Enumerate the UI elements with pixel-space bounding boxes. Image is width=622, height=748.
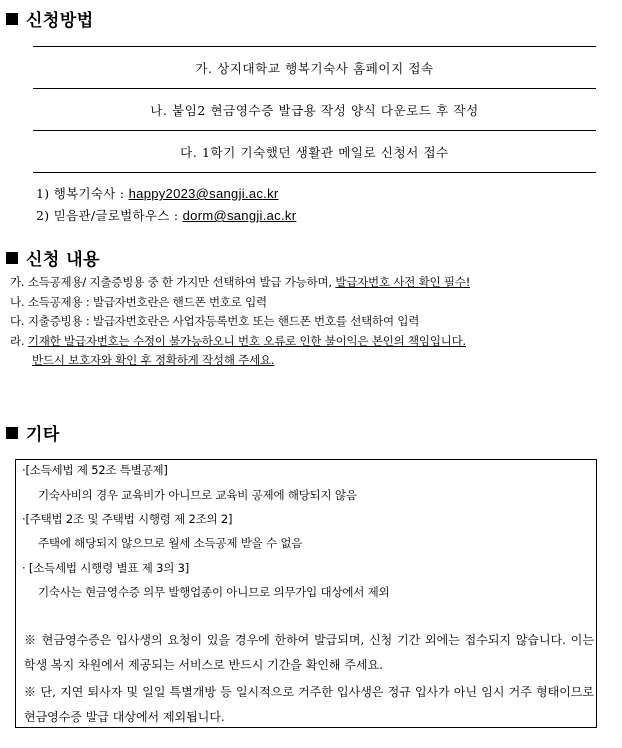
content-line-2: 나. 소득공제용 : 발급자번호란은 핸드폰 번호로 입력 <box>10 294 267 309</box>
contact-happy <box>36 184 279 202</box>
content-line-5-emphasis: 반드시 보호자와 확인 후 정확하게 작성해 주세요. <box>32 353 275 367</box>
content-list <box>10 273 610 371</box>
contact-happy-label: 1) 행복기숙사 : <box>36 186 129 201</box>
contact-dorm-email[interactable]: dorm@sangji.ac.kr <box>182 208 297 223</box>
method-section-title <box>6 6 94 31</box>
method-row-2: 나. 붙임2 현금영수증 발급용 작성 양식 다운로드 후 작성 <box>33 88 596 130</box>
method-title-text: 신청방법 <box>26 11 94 31</box>
etc-item3-title: · [소득세법 시행령 별표 제 3의 3] <box>22 561 189 575</box>
etc-item2-title: ·[주택법 2조 및 주택법 시행령 제 2조의 2] <box>22 512 233 526</box>
content-line-1 <box>10 273 610 293</box>
contact-dorm-label: 2) 믿음관/글로벌하우스 : <box>36 208 183 223</box>
etc-item1-title: ·[소득세법 제 52조 특별공제] <box>22 463 168 477</box>
etc-note-2: ※ 단, 지연 퇴사자 및 일일 특별개방 등 일시적으로 거주한 입사생은 정규 입사가 아닌 임시 거주 형태이므로 현금영수증 발급 대상에서 제외됩니다. <box>24 685 594 724</box>
etc-box <box>15 459 597 728</box>
square-bullet-icon <box>6 252 18 264</box>
etc-note-1: ※ 현금영수증은 입사생의 요청이 있을 경우에 한하여 발급되며, 신청 기간 외에는 접수되지 않습니다. 이는 학생 복지 차원에서 제공되는 서비스로 반드시 기간을 확인해 주세요. <box>24 633 594 672</box>
content-title-text: 신청 내용 <box>26 250 101 270</box>
content-line-4-prefix: 라. <box>10 333 28 348</box>
etc-item3-desc: 기숙사는 현금영수증 의무 발행업종이 아니므로 의무가입 대상에서 제외 <box>38 585 390 599</box>
content-line-1-text: 가. 소득공제용/ 지출증빙용 중 한 가지만 선택하여 발급 가능하며, <box>10 275 336 289</box>
contact-dorm <box>36 206 296 224</box>
content-line-3: 다. 지출증빙용 : 발급자번호란은 사업자등록번호 또는 핸드폰 번호를 선택하여 입력 <box>10 314 420 328</box>
content-line-5 <box>10 351 610 371</box>
method-table <box>33 46 596 173</box>
etc-item1-desc: 기숙사비의 경우 교육비가 아니므로 교육비 공제에 해당되지 않음 <box>38 488 357 502</box>
method-row-3: 다. 1학기 기숙했던 생활관 메일로 신청서 접수 <box>33 130 596 173</box>
etc-title-text: 기타 <box>26 425 60 445</box>
content-line-4-emphasis: 기재한 발급자번호는 수정이 불가능하오니 번호 오류로 인한 불이익은 본인의 책임입니다. <box>27 333 467 348</box>
contact-happy-email[interactable]: happy2023@sangji.ac.kr <box>128 186 279 201</box>
content-line-4 <box>10 332 610 352</box>
method-row-1: 가. 상지대학교 행복기숙사 홈페이지 접속 <box>33 46 596 88</box>
etc-item2-desc: 주택에 해당되지 않으므로 월세 소득공제 받을 수 없음 <box>38 536 303 550</box>
content-line-1-emphasis: 발급자번호 사전 확인 필수! <box>335 275 471 289</box>
etc-section-title <box>6 420 60 445</box>
content-section-title <box>6 245 100 270</box>
square-bullet-icon <box>6 13 18 25</box>
square-bullet-icon <box>6 427 18 439</box>
